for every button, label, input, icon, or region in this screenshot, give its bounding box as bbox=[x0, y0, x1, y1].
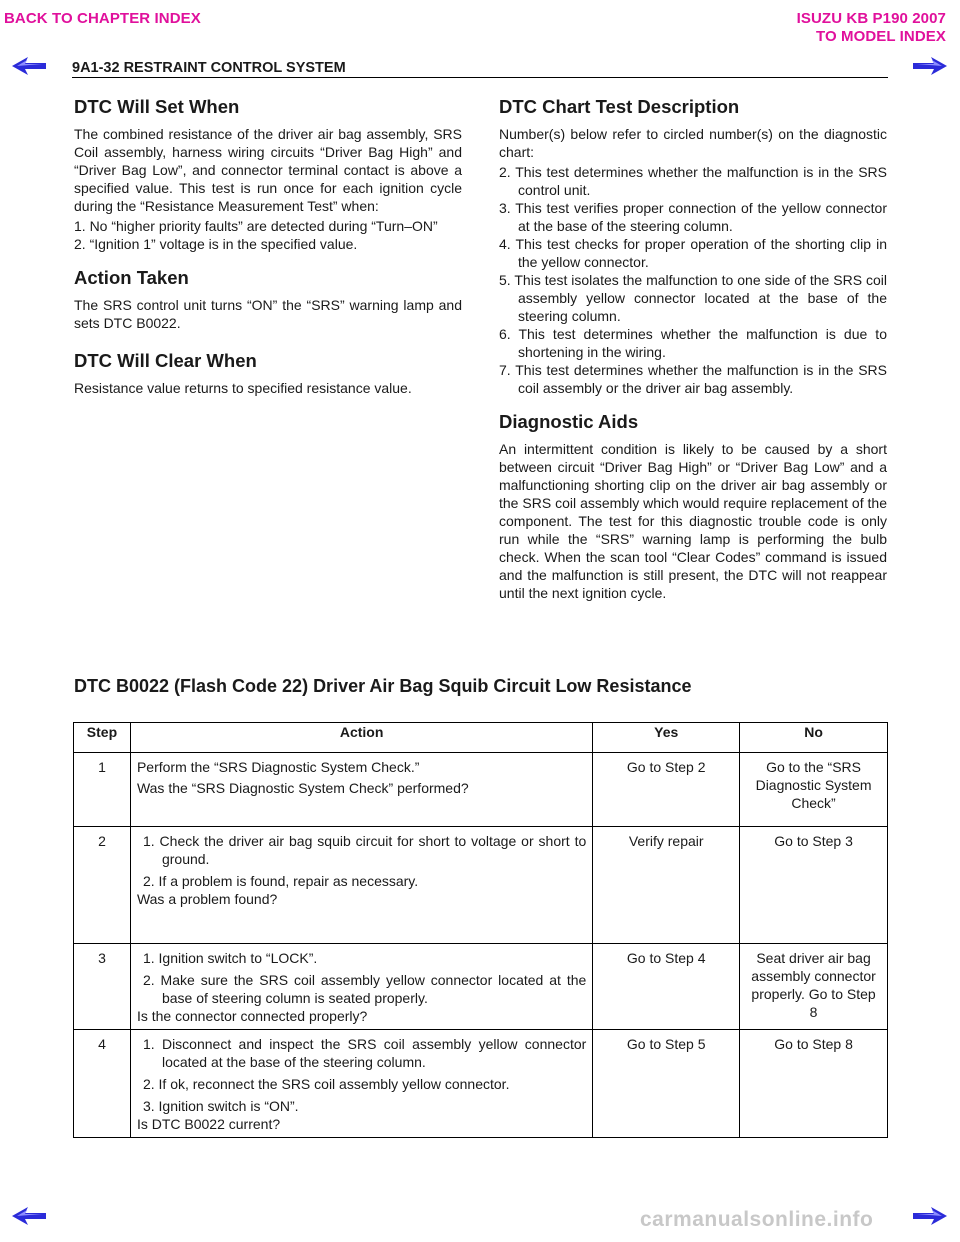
action-taken-heading: Action Taken bbox=[74, 267, 189, 288]
chart-test-heading: DTC Chart Test Description bbox=[499, 96, 740, 117]
action-question: Was the “SRS Diagnostic System Check” performed? bbox=[136, 780, 469, 796]
right-column bbox=[499, 96, 887, 602]
yes-result: Verify repair bbox=[593, 827, 740, 944]
action-item: 1. Disconnect and inspect the SRS coil assembly yellow connector located at the base of the steering column. bbox=[142, 1036, 587, 1070]
list-item: 2. This test determines whether the malfunction is in the SRS control unit. bbox=[499, 164, 887, 198]
action-item: 2. If a problem is found, repair as necessary. bbox=[142, 873, 419, 889]
step-number: 3 bbox=[74, 944, 131, 1030]
list-item: 6. This test determines whether the malfunction is due to shortening in the wiring. bbox=[499, 326, 887, 360]
section-title: DTC B0022 (Flash Code 22) Driver Air Bag Squib Circuit Low Resistance bbox=[74, 676, 692, 696]
step-action bbox=[130, 1030, 592, 1138]
next-page-arrow-icon[interactable] bbox=[913, 1206, 947, 1226]
step-action bbox=[130, 827, 592, 944]
table-header-row bbox=[74, 723, 888, 753]
chart-test-intro: Number(s) below refer to circled number(s) on the diagnostic chart: bbox=[499, 126, 887, 160]
table-row bbox=[74, 753, 888, 827]
action-item: 2. If ok, reconnect the SRS coil assembly yellow connector. bbox=[142, 1076, 510, 1092]
yes-result: Go to Step 4 bbox=[593, 944, 740, 1030]
prev-page-arrow-icon[interactable] bbox=[12, 56, 46, 76]
header-no: No bbox=[740, 723, 888, 753]
action-item: Perform the “SRS Diagnostic System Check.” bbox=[136, 759, 420, 775]
action-item: 2. Make sure the SRS coil assembly yellow connector located at the base of steering column is seated properly. bbox=[142, 972, 587, 1006]
page-header-title: 9A1-32 RESTRAINT CONTROL SYSTEM bbox=[72, 60, 346, 76]
chart-test-list bbox=[499, 163, 887, 397]
action-item: 1. Check the driver air bag squib circuit for short to voltage or short to ground. bbox=[142, 833, 587, 867]
next-page-arrow-icon[interactable] bbox=[913, 56, 947, 76]
diagnostic-aids-heading: Diagnostic Aids bbox=[499, 411, 639, 432]
no-result: Go to Step 3 bbox=[740, 827, 888, 944]
diagnostic-aids-text: An intermittent condition is likely to be caused by a short between circuit “Driver Bag High” or “Driver Bag Low” and a malfunctioning shorting clip on the driver air bag assembly or the SRS coil assembly which would require replacement of the component. The test for this diagnostic trouble code is only run while the “SRS” warning lamp is performing the bulb check. When the scan tool “Clear Codes” command is issued and the malfunction is still present, the DTC will not reappear until the next ignition cycle. bbox=[499, 441, 887, 601]
list-item: 5. This test isolates the malfunction to one side of the SRS coil assembly yellow connector located at the base of the steering column. bbox=[499, 272, 887, 324]
list-item: 4. This test checks for proper operation of the shorting clip in the yellow connector. bbox=[499, 236, 887, 270]
yes-result: Go to Step 5 bbox=[593, 1030, 740, 1138]
dtc-clear-heading: DTC Will Clear When bbox=[74, 350, 257, 371]
model-name: ISUZU KB P190 2007 bbox=[796, 10, 946, 27]
list-item: 3. This test verifies proper connection of the yellow connector at the base of the steering column. bbox=[499, 200, 887, 234]
header-action: Action bbox=[130, 723, 592, 753]
watermark: carmanualsonline.info bbox=[640, 1208, 874, 1231]
diagnostic-table bbox=[73, 722, 888, 1138]
step-action bbox=[130, 753, 592, 827]
model-index-link[interactable] bbox=[797, 10, 946, 46]
no-result: Go to the “SRS Diagnostic System Check” bbox=[740, 753, 888, 827]
action-item: 3. Ignition switch is “ON”. bbox=[142, 1098, 299, 1114]
header-yes: Yes bbox=[593, 723, 740, 753]
dtc-set-heading: DTC Will Set When bbox=[74, 96, 240, 117]
action-taken-text: The SRS control unit turns “ON” the “SRS” warning lamp and sets DTC B0022. bbox=[74, 297, 462, 331]
step-number: 2 bbox=[74, 827, 131, 944]
action-question: Is the connector connected properly? bbox=[136, 1008, 368, 1024]
table-row bbox=[74, 827, 888, 944]
action-question: Is DTC B0022 current? bbox=[136, 1116, 281, 1132]
table-row bbox=[74, 1030, 888, 1138]
list-item: 1. No “higher priority faults” are detected during “Turn–ON” bbox=[74, 218, 438, 234]
step-number: 1 bbox=[74, 753, 131, 827]
table-row bbox=[74, 944, 888, 1030]
step-number: 4 bbox=[74, 1030, 131, 1138]
dtc-set-text: The combined resistance of the driver air bag assembly, SRS Coil assembly, harness wiring circuits “Driver Bag High” and “Driver Bag Low”, and connector terminal contact is above a specified value. This test is run once for each ignition cycle during the “Resistance Measurement Test” when: bbox=[74, 126, 462, 214]
to-model-index-label: TO MODEL INDEX bbox=[815, 28, 946, 45]
back-to-chapter-index-link[interactable]: BACK TO CHAPTER INDEX bbox=[4, 10, 201, 27]
prev-page-arrow-icon[interactable] bbox=[12, 1206, 46, 1226]
action-question: Was a problem found? bbox=[136, 891, 278, 907]
list-item: 2. “Ignition 1” voltage is in the specified value. bbox=[74, 236, 358, 252]
header-divider bbox=[72, 77, 888, 78]
dtc-clear-text: Resistance value returns to specified resistance value. bbox=[74, 380, 412, 396]
step-action bbox=[130, 944, 592, 1030]
dtc-set-list bbox=[74, 217, 462, 253]
list-item: 7. This test determines whether the malfunction is in the SRS coil assembly or the driver air bag assembly. bbox=[499, 362, 887, 396]
action-item: 1. Ignition switch to “LOCK”. bbox=[142, 950, 318, 966]
header-step: Step bbox=[74, 723, 131, 753]
no-result: Seat driver air bag assembly connector properly. Go to Step 8 bbox=[740, 944, 888, 1030]
yes-result: Go to Step 2 bbox=[593, 753, 740, 827]
no-result: Go to Step 8 bbox=[740, 1030, 888, 1138]
left-column bbox=[74, 96, 462, 397]
